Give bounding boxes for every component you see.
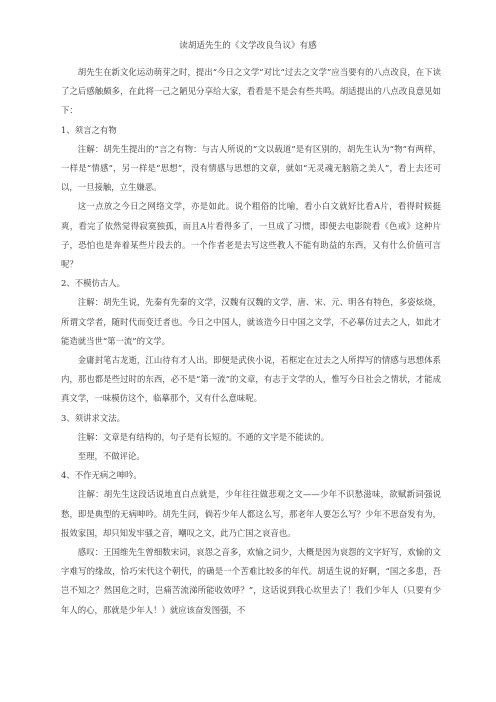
- paragraph: 注解：胡先生说，先秦有先秦的文学，汉魏有汉魏的文学，唐、宋、元、明各有特色，多姿炫烧，所谓文学者，随时代而变迁者也。今日之中国人，就该造今日中国之文学，不必摹仿过去之人，如此才能造就当世“第一流”的文学。: [61, 297, 441, 346]
- paragraph: 胡先生在新文化运动萌芽之时，提出“今日之文学”对比“过去之文学”应当要有的八点改良，在下读了之后感触颇多，在此将一己之陋见分享给大家，看看是不是会有些共鸣。胡适提出的八点改良意见如下：: [61, 67, 441, 116]
- section-heading: 3、须讲求文法。: [61, 412, 125, 423]
- paragraph: 金庸封笔古龙逝，江山待有才人出。即便是武侠小说，若框定在过去之人所捍写的情感与思想体系内，那也都是些过时的东西，必不是“第一流”的文章，有志于文学的人，惟写今日社会之情状，才能成真文学，一味模仿这个，临摹那个，又有什么意味呢。: [61, 355, 441, 404]
- paragraph: 注解：胡先生这段话说地直白点就是，少年往往做悲观之文——少年不识愁滋味，欲赋新词强说愁，即是典型的无病呻吟。胡先生问，倘若少年人都这么写，那老年人要怎么写？少年不思奋发有为，报效家国，却只知发牢骚之音，嘲叹之文，此乃亡国之哀音也。: [61, 489, 441, 538]
- section-heading: 1、须言之有物: [61, 124, 117, 135]
- document-title: 读胡适先生的《文学改良刍议》有感: [179, 41, 317, 51]
- section-heading: 4、不作无病之呻吟。: [61, 470, 142, 481]
- paragraph: 感叹：王国维先生曾细数宋词，哀怨之音多，欢愉之词少，大概是因为哀怨的文字好写，欢愉的文字难写的缘故，恰巧宋代这个朝代，的确是一个苦难比较多的年代。胡适生说的好啊，“国之多患，吾岂不知之？然国危之时，岂痛苦流涕所能收效呼？”，这话说到我心坎里去了！我们少年人（只要有少年人的心，那就是少年人！）就应该奋发图强，不: [61, 547, 441, 615]
- paragraph: 至理，不做评论。: [77, 451, 145, 462]
- paragraph: 这一点放之今日之网络文学，亦是如此。说个粗俗的比喻，看小白文就好比看A片，看得时候挺爽，看完了依然觉得寂寞独孤，而且A片看得多了，一旦成了习惯，即便去电影院看《色戒》这种片子，恐怕也是奔着某些片段去的。一个作者老是去写这些教人不能有助益的东西，又有什么价值可言呢？: [61, 201, 441, 270]
- document-body: [61, 63, 441, 620]
- paragraph: 注解：胡先生提出的“言之有物：与古人所说的“文以载道”是有区别的，胡先生认为“物”有两样，一样是“情感”，另一样是“思想”，没有情感与思想的文章，就如“无灵魂无脑筋之美人”，看上去还可以，一旦接触，立生嫌恶。: [61, 143, 441, 193]
- paragraph: 注解：文章是有结构的，句子是有长短的。不通的文字是不能读的。: [77, 431, 330, 442]
- section-heading: 2、不模仿古人。: [61, 278, 125, 289]
